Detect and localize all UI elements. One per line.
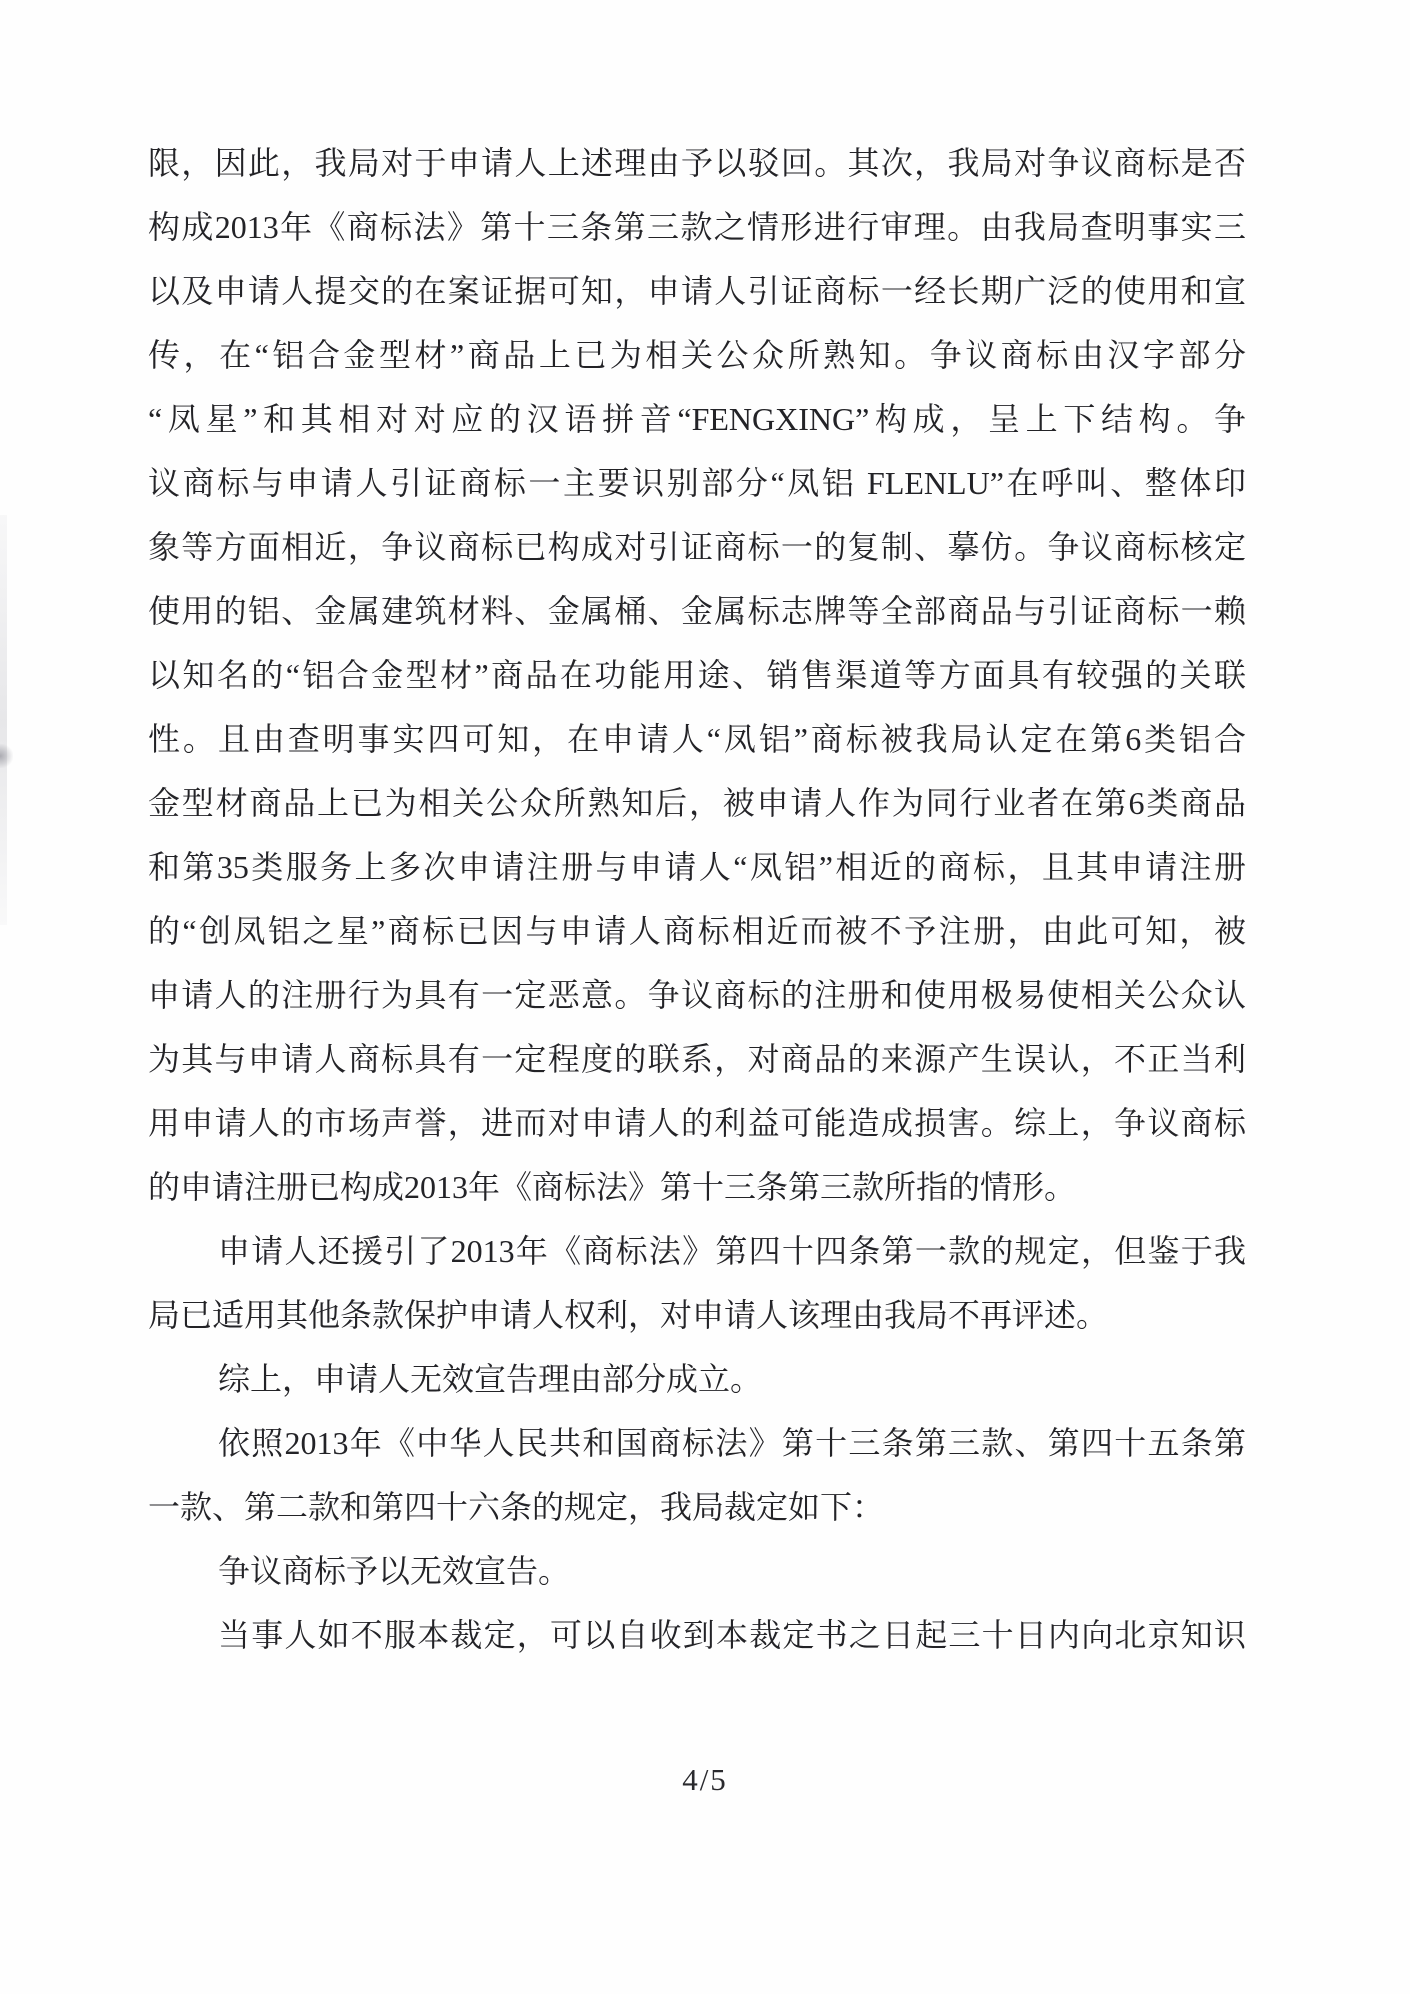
document-line: 和第35类服务上多次申请注册与申请人“凤铝”相近的商标，且其申请注册 xyxy=(148,849,1246,885)
document-line: 的申请注册已构成2013年《商标法》第十三条第三款所指的情形。 xyxy=(148,1169,1077,1205)
scan-artifact xyxy=(0,744,13,768)
document-line: 性。且由查明事实四可知，在申请人“凤铝”商标被我局认定在第6类铝合 xyxy=(148,721,1246,757)
page-number: 4/5 xyxy=(682,1762,728,1797)
document-line: 限，因此，我局对于申请人上述理由予以驳回。其次，我局对争议商标是否 xyxy=(148,145,1246,181)
document-line: 当事人如不服本裁定，可以自收到本裁定书之日起三十日内向北京知识 xyxy=(218,1617,1246,1653)
document-line: 依照2013年《中华人民共和国商标法》第十三条第三款、第四十五条第 xyxy=(218,1425,1246,1461)
body-text xyxy=(148,131,1246,1667)
document-line: 综上，申请人无效宣告理由部分成立。 xyxy=(218,1361,763,1397)
document-line: 以及申请人提交的在案证据可知，申请人引证商标一经长期广泛的使用和宣 xyxy=(148,273,1246,309)
document-line: 为其与申请人商标具有一定程度的联系，对商品的来源产生误认，不正当利 xyxy=(148,1041,1246,1077)
document-line: 争议商标予以无效宣告。 xyxy=(218,1553,571,1589)
document-line: 象等方面相近，争议商标已构成对引证商标一的复制、摹仿。争议商标核定 xyxy=(148,529,1246,565)
document-line: 使用的铝、金属建筑材料、金属桶、金属标志牌等全部商品与引证商标一赖 xyxy=(148,593,1246,629)
document-line: 申请人的注册行为具有一定恶意。争议商标的注册和使用极易使相关公众认 xyxy=(148,977,1246,1013)
document-line: 金型材商品上已为相关公众所熟知后，被申请人作为同行业者在第6类商品 xyxy=(148,785,1246,821)
document-line: 的“创凤铝之星”商标已因与申请人商标相近而被不予注册，由此可知，被 xyxy=(148,913,1246,949)
document-line: 局已适用其他条款保护申请人权利，对申请人该理由我局不再评述。 xyxy=(148,1297,1109,1333)
document-line: 申请人还援引了2013年《商标法》第四十四条第一款的规定，但鉴于我 xyxy=(218,1233,1246,1269)
document-line: 以知名的“铝合金型材”商品在功能用途、销售渠道等方面具有较强的关联 xyxy=(148,657,1246,693)
document-line: 一款、第二款和第四十六条的规定，我局裁定如下： xyxy=(148,1489,885,1525)
document-line: 传，在“铝合金型材”商品上已为相关公众所熟知。争议商标由汉字部分 xyxy=(148,337,1246,373)
document-line: 用申请人的市场声誉，进而对申请人的利益可能造成损害。综上，争议商标 xyxy=(148,1105,1246,1141)
document-line: 议商标与申请人引证商标一主要识别部分“凤铝 FLENLU”在呼叫、整体印 xyxy=(148,465,1246,501)
document-line: “凤星”和其相对对应的汉语拼音“FENGXING”构成，呈上下结构。争 xyxy=(148,401,1246,437)
document-line: 构成2013年《商标法》第十三条第三款之情形进行审理。由我局查明事实三 xyxy=(148,209,1246,245)
scan-artifact xyxy=(0,515,7,925)
